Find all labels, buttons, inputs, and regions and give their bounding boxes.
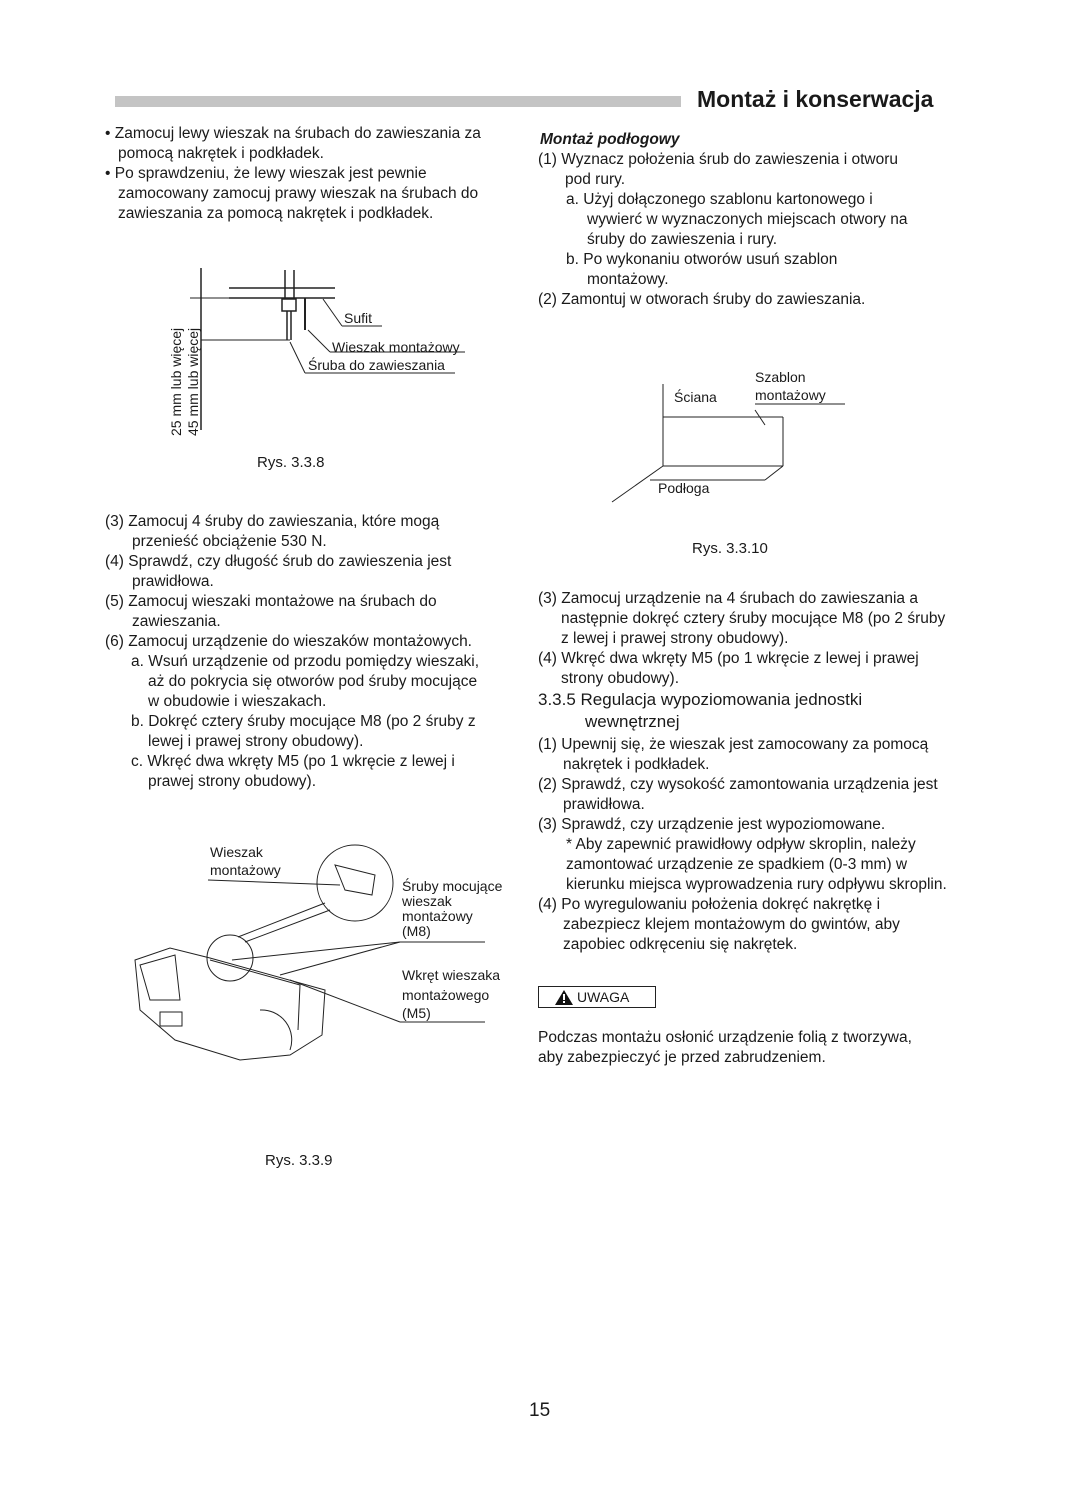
text-line: nakrętek i podkładek. [563,756,710,773]
figure-caption: Rys. 3.3.10 [692,540,768,557]
text-line: prawidłowa. [132,573,214,590]
page-title: Montaż i konserwacja [697,86,934,112]
text-line: (3) Zamocuj 4 śruby do zawieszania, które mogą [105,513,440,530]
text-line: (6) Zamocuj urządzenie do wieszaków montażowych. [105,633,472,650]
label-sruba: Śruba do zawieszania [308,357,445,373]
label-szablon-2: montażowy [755,387,826,403]
dimension-45mm: 45 mm lub więcej [185,327,201,436]
text-line: (1) Wyznacz położenia śrub do zawieszenia i otworu [538,151,898,168]
text-line: b. Po wykonaniu otworów usuń szablon [566,251,838,268]
text-line: zapobiec odkręceniu się nakrętek. [563,936,798,953]
text-line: prawej strony obudowy). [148,773,316,790]
text-line: zamontować urządzenie ze spadkiem (0-3 mm) w [566,856,908,873]
text-line: (2) Zamontuj w otworach śruby do zawieszania. [538,291,866,308]
text-line: aby zabezpieczyć je przed zabrudzeniem. [538,1049,826,1066]
text-line: Podczas montażu osłonić urządzenie folią z tworzywa, [538,1029,912,1046]
figure-3-3-10-drawing [0,0,1,1]
text-line: * Aby zapewnić prawidłowy odpływ skroplin, należy [566,836,916,853]
text-line: wywierć w wyznaczonych miejscach otwory na [587,211,908,228]
text-line: w obudowie i wieszakach. [148,693,327,710]
text-line: aż do pokrycia się otworów pod śruby mocujące [148,673,478,690]
header-bar [115,96,681,107]
text-line: montażowy. [587,271,669,288]
text-line: przenieść obciążenie 530 N. [132,533,327,550]
figure-caption: Rys. 3.3.8 [257,454,325,471]
label-sruby-4: (M8) [402,923,431,939]
text-line: (3) Sprawdź, czy urządzenie jest wypoziomowane. [538,816,886,833]
text-line: • Po sprawdzeniu, że lewy wieszak jest pewnie [105,165,427,182]
text-line: (3) Zamocuj urządzenie na 4 śrubach do zawieszania a [538,590,918,607]
text-line: prawidłowa. [563,796,645,813]
label-sruby: Śruby mocujące [402,878,503,894]
label-wieszak-2: montażowy [210,862,281,878]
text-line: kierunku miejsca wyprowadzenia rury odpływu skroplin. [566,876,947,893]
text-line: lewej i prawej strony obudowy). [148,733,364,750]
figure-caption: Rys. 3.3.9 [265,1152,333,1169]
text-line: a. Wsuń urządzenie od przodu pomiędzy wieszaki, [131,653,480,670]
text-line: (4) Sprawdź, czy długość śrub do zawieszenia jest [105,553,452,570]
dimension-25mm: 25 mm lub więcej [168,327,184,436]
text-line: (4) Wkręć dwa wkręty M5 (po 1 wkręcie z lewej i prawej [538,650,919,667]
warning-label: UWAGA [577,989,630,1005]
text-line: (1) Upewnij się, że wieszak jest zamocowany za pomocą [538,736,929,753]
label-szablon: Szablon [755,369,806,385]
label-wkret-3: (M5) [402,1005,431,1021]
text-line: z lewej i prawej strony obudowy). [561,630,789,647]
label-wkret: Wkręt wieszaka [402,967,501,983]
text-line: (2) Sprawdź, czy wysokość zamontowania urządzenia jest [538,776,938,793]
text-line: zamocowany zamocuj prawy wieszak na śrubach do [118,185,479,202]
page-number: 15 [529,1400,551,1421]
label-podloga: Podłoga [658,480,710,496]
text-line: śruby do zawieszenia i rury. [587,231,778,248]
warning-box [538,986,656,1008]
text-line: zawieszania. [132,613,221,630]
label-wieszak: Wieszak [210,844,263,860]
label-sruby-3: montażowy [402,908,473,924]
text-line: (5) Zamocuj wieszaki montażowe na śrubach do [105,593,437,610]
text-line: c. Wkręć dwa wkręty M5 (po 1 wkręcie z lewej i [131,753,455,770]
text-line: pomocą nakrętek i podkładek. [118,145,324,162]
warning-triangle-icon [555,990,573,1005]
text-line: a. Użyj dołączonego szablonu kartonowego i [566,191,873,208]
section-title-cont: wewnętrznej [585,712,680,731]
text-line: b. Dokręć cztery śruby mocujące M8 (po 2 śruby z [131,713,476,730]
text-line: strony obudowy). [561,670,680,687]
text-line: (4) Po wyregulowaniu położenia dokręć nakrętkę i [538,896,881,913]
section-title: 3.3.5 Regulacja wypoziomowania jednostki [538,690,863,709]
text-line: pod rury. [565,171,626,188]
label-sciana: Ściana [674,389,717,405]
label-sruby-2: wieszak [402,893,452,909]
text-line: zawieszania za pomocą nakrętek i podkładek. [118,205,434,222]
label-sufit: Sufit [344,310,373,326]
text-line: następnie dokręć cztery śruby mocujące M8 (po 2 śruby [561,610,946,627]
text-line: zabezpiecz klejem montażowym do gwintów, aby [563,916,900,933]
label-wkret-2: montażowego [402,987,490,1003]
text-line: • Zamocuj lewy wieszak na śrubach do zawieszania za [105,125,481,142]
label-wieszak: Wieszak montażowy [332,339,460,355]
section-heading: Montaż podłogowy [540,131,680,148]
